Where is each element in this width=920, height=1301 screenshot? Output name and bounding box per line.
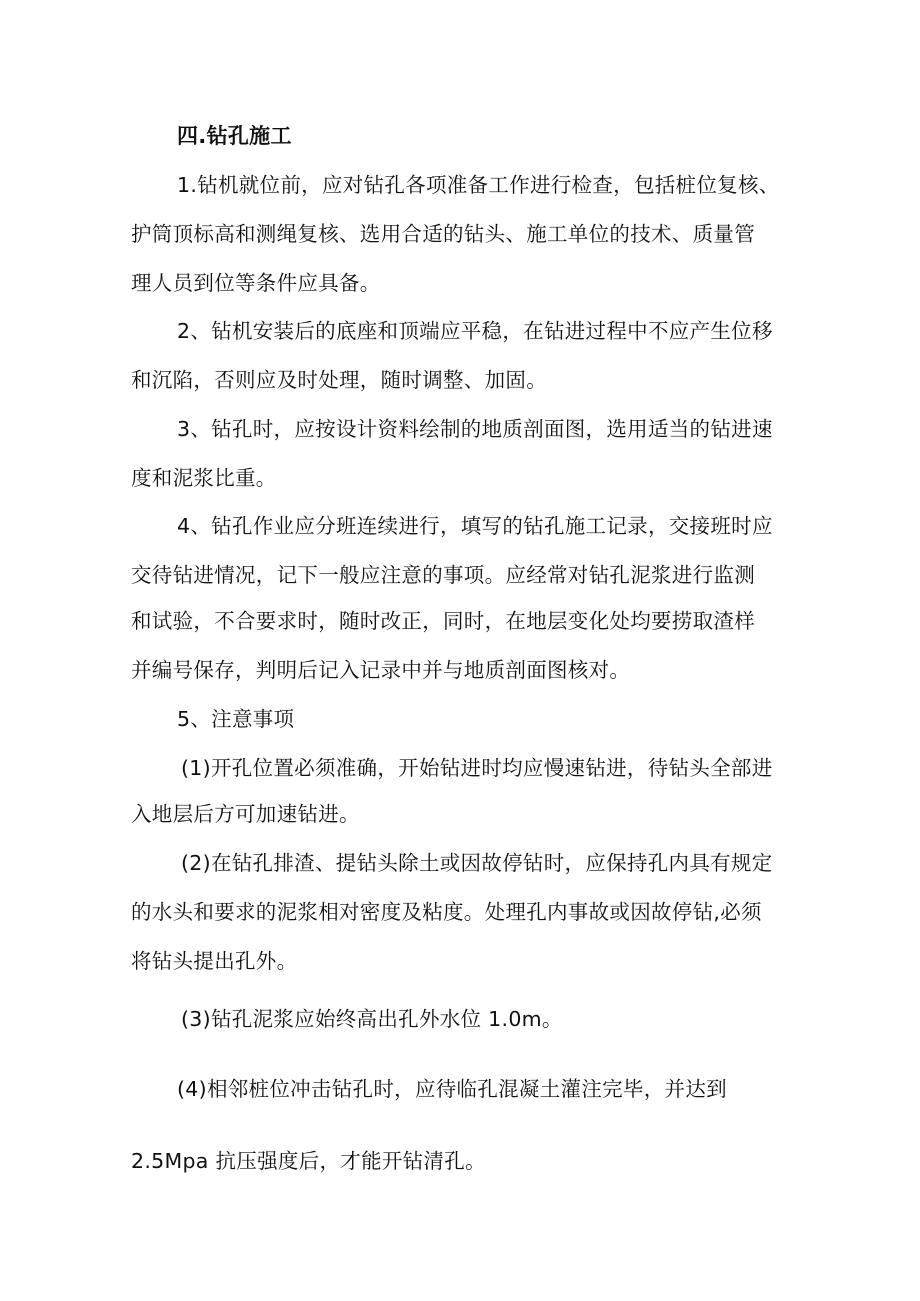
text-line: 将钻头提出孔外。 <box>131 949 298 973</box>
text-line: (1)开孔位置必须准确，开始钻进时均应慢速钻进，待钻头全部进 <box>181 756 773 780</box>
text-line: 2、钻机安装后的底座和顶端应平稳，在钻进过程中不应产生位移 <box>177 319 773 343</box>
text-line: 2.5Mpa 抗压强度后，才能开钻清孔。 <box>131 1149 486 1173</box>
text-line: (4)相邻桩位冲击钻孔时，应待临孔混凝土灌注完毕，并达到 <box>177 1077 727 1101</box>
text-line: (3)钻孔泥浆应始终高出孔外水位 1.0m。 <box>181 1007 563 1031</box>
text-line: 并编号保存，判明后记入记录中并与地质剖面图核对。 <box>131 658 631 682</box>
text-line: 理人员到位等条件应具备。 <box>131 271 381 295</box>
text-line: 和沉陷，否则应及时处理，随时调整、加固。 <box>131 368 547 392</box>
text-line: 5、注意事项 <box>177 707 295 731</box>
text-line: 3、钻孔时，应按设计资料绘制的地质剖面图，选用适当的钻进速 <box>177 417 773 441</box>
text-line: 交待钻进情况，记下一般应注意的事项。应经常对钻孔泥浆进行监测 <box>131 563 755 587</box>
text-line: 1.钻机就位前，应对钻孔各项准备工作进行检查，包括桩位复核、 <box>177 173 780 197</box>
text-line: 入地层后方可加速钻进。 <box>131 802 360 826</box>
section-heading: 四.钻孔施工 <box>177 124 292 148</box>
text-line: 护筒顶标高和测绳复核、选用合适的钻头、施工单位的技术、质量管 <box>131 222 755 246</box>
text-line: 4、钻孔作业应分班连续进行，填写的钻孔施工记录，交接班时应 <box>177 514 773 538</box>
text-line: 度和泥浆比重。 <box>131 466 277 490</box>
text-line: (2)在钻孔排渣、提钻头除土或因故停钻时，应保持孔内具有规定 <box>181 851 773 875</box>
text-line: 和试验，不合要求时，随时改正，同时，在地层变化处均要捞取渣样 <box>131 609 755 633</box>
text-line: 的水头和要求的泥浆相对密度及粘度。处理孔内事故或因故停钻,必须 <box>131 900 762 924</box>
